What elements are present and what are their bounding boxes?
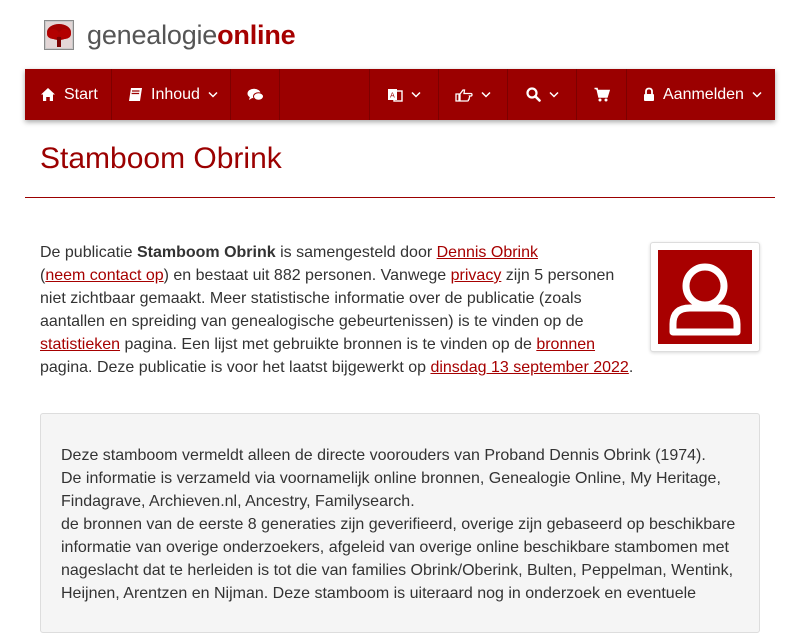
nav-start-label: Start: [64, 85, 98, 103]
nav-share[interactable]: [439, 69, 508, 120]
chevron-down-icon: [481, 91, 491, 98]
nav-language[interactable]: [370, 69, 439, 120]
nav-start[interactable]: [25, 69, 112, 120]
hand-point-icon: [455, 88, 473, 102]
nav-inhoud[interactable]: [112, 69, 231, 120]
description-line: Findagrave, Archieven.nl, Ancestry, Familysearch.: [61, 493, 415, 510]
intro-text: zijn 5 personen niet zichtbaar gemaakt. Meer statistische informatie over de publicatie (zoals aantallen en spreiding van genealogische gebeurtenissen) is te vinden op de: [40, 267, 615, 330]
author-avatar[interactable]: [650, 242, 760, 352]
intro-text: .: [628, 359, 634, 376]
privacy-link[interactable]: privacy: [450, 267, 502, 284]
description-line: De informatie is verzameld via voornamelijk online bronnen, Genealogie Online, My Heritage,: [61, 470, 721, 487]
tree-logo-icon: [44, 20, 74, 50]
nav-login-label: Aanmelden: [663, 85, 744, 103]
language-icon: [387, 87, 403, 103]
description-line: informatie van overige onderzoekers, afgeleid van overige online beschikbare stambomen met: [61, 539, 729, 556]
brand-name: [87, 20, 295, 51]
description-text: [61, 444, 751, 605]
intro-text: ) en bestaat uit 882 personen. Vanwege: [163, 267, 451, 284]
nav-forum[interactable]: [231, 69, 280, 120]
home-icon: [40, 87, 56, 102]
cart-icon: [594, 87, 610, 102]
brand-name-part1: genealogie: [87, 19, 218, 50]
nav-spacer: [280, 69, 370, 120]
title-divider: [25, 197, 775, 198]
description-line: nageslacht dat te herleiden is tot die van families Obrink/Oberink, Bulten, Peppelman, Wentink,: [61, 562, 734, 579]
description-line: Heijnen, Arentzen en Nijman. Deze stamboom is uiteraard nog in onderzoek en eventuele: [61, 585, 697, 602]
author-link[interactable]: Dennis Obrink: [436, 244, 538, 261]
chat-icon: [247, 88, 264, 102]
description-line: Deze stamboom vermeldt alleen de directe voorouders van Proband Dennis Obrink (1974).: [61, 447, 706, 464]
sources-link[interactable]: bronnen: [536, 336, 596, 353]
description-line: de bronnen van de eerste 8 generaties zijn geverifieerd, overige zijn gebaseerd op beschikbare: [61, 516, 736, 533]
publication-intro: [40, 241, 640, 379]
nav-inhoud-label: Inhoud: [151, 85, 200, 103]
intro-text: is samengesteld door: [275, 244, 437, 261]
description-panel: [40, 413, 760, 633]
last-updated-link[interactable]: dinsdag 13 september 2022: [430, 359, 629, 376]
chevron-down-icon: [208, 91, 218, 98]
intro-text: De publicatie: [40, 244, 137, 261]
search-icon: [526, 87, 541, 102]
contact-link[interactable]: neem contact op: [45, 267, 164, 284]
user-avatar-icon: [658, 250, 752, 344]
statistics-link[interactable]: statistieken: [40, 336, 121, 353]
chevron-down-icon: [411, 91, 421, 98]
nav-cart[interactable]: [577, 69, 627, 120]
page-title: Stamboom Obrink: [40, 142, 282, 175]
site-logo[interactable]: [44, 18, 295, 52]
main-navbar: [25, 69, 775, 120]
lock-icon: [643, 87, 655, 102]
nav-login[interactable]: [627, 69, 775, 120]
svg-text:A: A: [390, 91, 395, 99]
intro-text: pagina. Deze publicatie is voor het laatst bijgewerkt op: [40, 359, 431, 376]
intro-text: pagina. Een lijst met gebruikte bronnen is te vinden op de: [120, 336, 537, 353]
nav-search[interactable]: [508, 69, 577, 120]
book-icon: [128, 87, 143, 102]
intro-text: (: [40, 267, 46, 284]
chevron-down-icon: [549, 91, 559, 98]
brand-name-part2: online: [217, 19, 296, 50]
chevron-down-icon: [752, 91, 762, 98]
publication-name: Stamboom Obrink: [136, 244, 276, 261]
